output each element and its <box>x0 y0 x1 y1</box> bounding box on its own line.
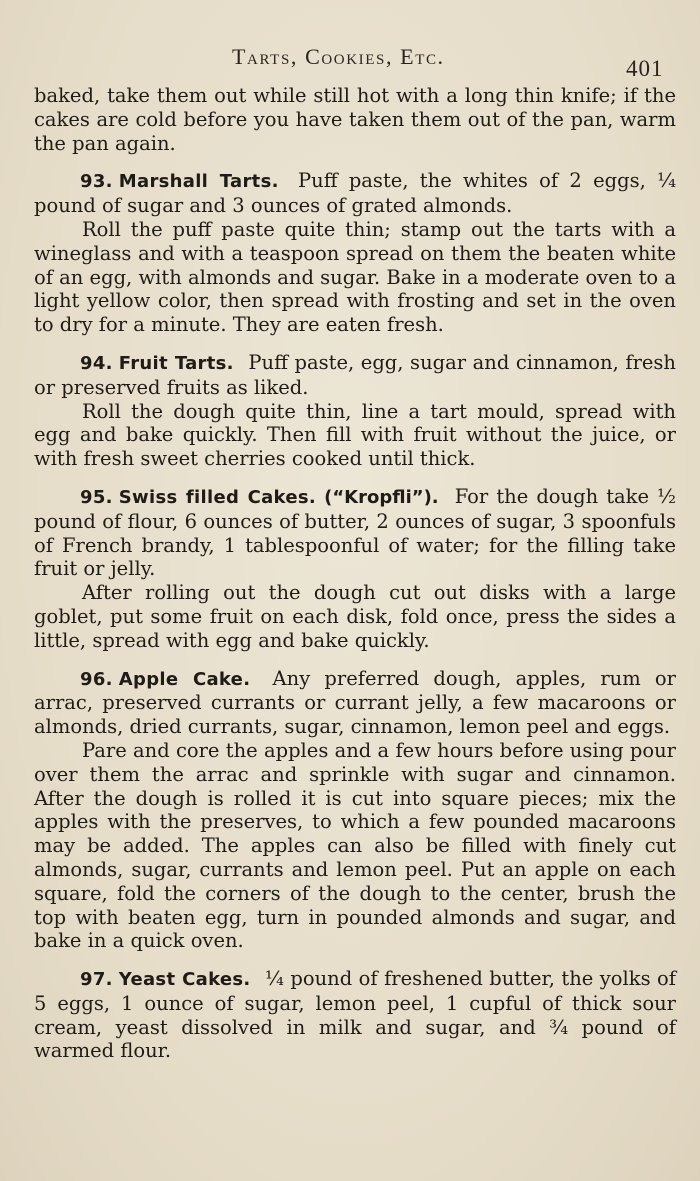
recipe-93 <box>34 169 676 337</box>
recipe-97 <box>34 967 676 1063</box>
recipe-heading-paragraph <box>34 485 676 581</box>
recipe-94 <box>34 351 676 471</box>
recipe-95 <box>34 485 676 653</box>
recipe-title: Marshall Tarts. <box>118 171 279 193</box>
page-body <box>34 84 676 1063</box>
recipe-number: 97. <box>80 969 113 991</box>
running-head <box>0 44 700 84</box>
recipe-title: Swiss filled Cakes. <box>118 486 317 508</box>
recipe-number: 96. <box>80 668 113 690</box>
recipe-directions: Roll the dough quite thin, line a tart mould, spread with egg and bake quickly. Then fill with fruit without the juice, or with fresh sweet cherries cooked until thick. <box>34 399 676 471</box>
recipe-number: 95. <box>80 486 113 508</box>
recipe-alternate-name: (“Kropfli”). <box>324 486 439 508</box>
page-header-title: Tarts, Cookies, Etc. <box>232 44 445 69</box>
recipe-heading-paragraph <box>34 351 676 400</box>
recipe-heading-paragraph <box>34 967 676 1063</box>
recipe-96 <box>34 667 676 954</box>
recipe-directions: Pare and core the apples and a few hours before using pour over them the arrac and sprinkle with sugar and cinnamon. After the dough is rolled it is cut into square pieces; mix the apples with the preserves, to which a few pounded macaroons may be added. The apples can also be filled with finely cut almonds, sugar, currants and lemon peel. Put an apple on each square, fold the corners of the dough to the center, brush the top with beaten egg, turn in pounded almonds and sugar, and bake in a quick oven. <box>34 738 676 953</box>
continuation-paragraph: baked, take them out while still hot with a long thin knife; if the cakes are cold before you have taken them out of the pan, warm the pan again. <box>34 84 676 155</box>
recipe-title: Yeast Cakes. <box>118 969 251 991</box>
recipe-title: Apple Cake. <box>118 668 251 690</box>
recipe-directions: Roll the puff paste quite thin; stamp out the tarts with a wineglass and with a teaspoon spread on them the beaten white of an egg, with almonds and sugar. Bake in a moderate oven to a light yellow color, then spread with frosting and set in the oven to dry for a minute. They are eaten fresh. <box>34 217 676 337</box>
recipe-ingredients: ¼ pound of freshened butter, the yolks of 5 eggs, 1 ounce of sugar, lemon peel, 1 cupful of thick sour cream, yeast dissolved in milk and sugar, and ¾ pound of warmed flour. <box>34 967 676 1063</box>
recipe-ingredients: Any preferred dough, apples, rum or arrac, preserved currants or currant jelly, a few macaroons or almonds, dried currants, sugar, cinnamon, lemon peel and eggs. <box>34 666 676 739</box>
recipe-number: 94. <box>80 352 113 374</box>
recipe-number: 93. <box>80 171 113 193</box>
recipe-directions: After rolling out the dough cut out disks with a large goblet, put some fruit on each disk, fold once, press the sides a little, spread with egg and bake quickly. <box>34 581 676 652</box>
recipe-ingredients: Puff paste, the whites of 2 eggs, ¼ pound of sugar and 3 ounces of grated almonds. <box>34 169 676 218</box>
page-number: 401 <box>626 56 664 81</box>
recipe-ingredients: For the dough take ½ pound of flour, 6 ounces of butter, 2 ounces of sugar, 3 spoonfuls of French brandy, 1 tablespoonful of water; for the filling take fruit or jelly. <box>34 484 677 581</box>
recipe-title: Fruit Tarts. <box>118 352 234 374</box>
recipe-heading-paragraph <box>34 667 676 739</box>
recipe-ingredients: Puff paste, egg, sugar and cinnamon, fresh or preserved fruits as liked. <box>34 350 676 399</box>
recipe-heading-paragraph <box>34 169 676 218</box>
